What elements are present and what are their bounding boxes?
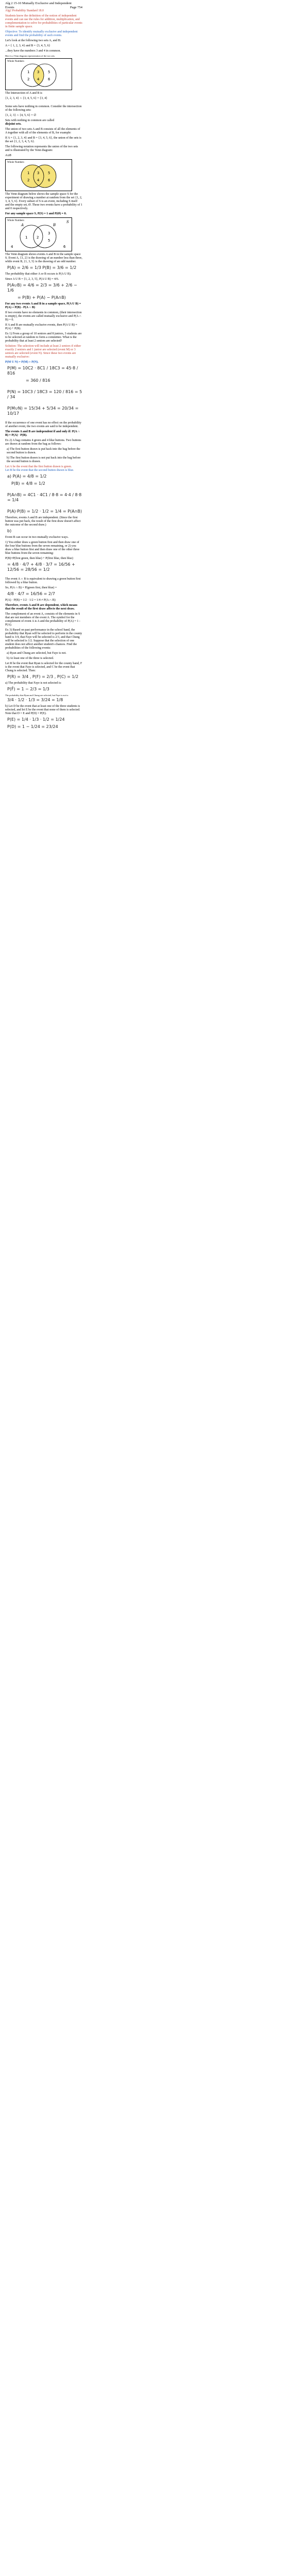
- venn2-a-val-1: 1: [27, 171, 30, 175]
- complement-pa: a) The probability that Faye is not selected is:: [5, 682, 62, 685]
- part-b-p5: So, P(A ∩ B) = P(green first, then blue) =: [5, 586, 57, 589]
- venn-mid-val-2: 4: [37, 77, 40, 81]
- venn3-out-val-2: 6: [63, 245, 66, 249]
- events-p3: Since A U B = {1, 2, 3, 5}, P(A U B) = 4/6.: [5, 278, 59, 281]
- complement-p1: The complement of an event A, consists of the elements in S that are not members of the event A. The symbol for the complement of event A is A and the probability of P(A) = 1 - P(A).: [5, 613, 80, 626]
- handwritten-ex3-3: 3/4 · 1/2 · 1/3 = 3/24 = 1/8: [7, 698, 63, 702]
- handwritten-part-a-2: P(B) = 4/8 = 1/2: [11, 481, 45, 486]
- handwritten-pm-2: = 360 / 816: [26, 378, 50, 383]
- title-row: [5, 2, 82, 6]
- handwritten-pm: P(M) = 10C2 · 8C1 / 18C3 = 45·8 / 816: [7, 366, 78, 376]
- complement-pb: b) Let D be the event that at least one of the three students is selected, and let E be the event that none of them is selected. Note that D = E and P(D) = P(E).: [5, 705, 80, 715]
- event-a-circle: [20, 225, 43, 248]
- worksheet-page: [5, 0, 82, 730]
- venn-mid-val-1: 3: [37, 70, 40, 74]
- disjoint-p3: Sets with nothing in common are called: [5, 119, 55, 122]
- title-cont: Events: [5, 5, 14, 9]
- part-b-p2: 1) You either draw a green button first and then draw one of the four blue buttons from the seven remaining, or 2) you draw a blue button first and then draw one of the other three blue buttons from the seven remaining:: [5, 541, 80, 555]
- title-row-2: [5, 6, 82, 10]
- handwritten-ex3-4: P(E) = 1/4 · 1/3 · 1/2 = 1/24: [7, 717, 65, 722]
- general-rule: For any two events A and B in a sample space, P(A U B) = P(A) + P(B) - P(A ∩ B): [5, 302, 81, 309]
- independent-p1: If the occurrence of one event has no effect on the probability of another event, the two events are said to be independent.: [5, 421, 81, 428]
- events-p2: The probability that either A or B occurs is P(A U B).: [5, 273, 72, 276]
- handwritten-union-rule: = P(B) + P(A) − P(A∩B): [18, 295, 66, 300]
- intersection-line2: {1, 2, 3, 4} ∩ {3, 4, 5, 6} = {3, 4}: [5, 97, 47, 100]
- venn2-svg: [6, 160, 72, 191]
- handwritten-pmun: P(M∪N) = 15/34 + 5/34 = 20/34 = 10/17: [7, 406, 79, 416]
- event-a-def: Let A be the event that the first button drawn is green.: [5, 465, 72, 468]
- standard-text: Students know the definition of the notion of independent events and can use the rules for addition, multiplication, and complementation to solve for probabilities of particular events in finite sample space.: [5, 14, 82, 28]
- handwritten-part-a-1: a) P(A) = 4/8 = 1/2: [7, 474, 47, 479]
- standard-heading: Alg2 Probability Standard 18.0: [5, 9, 44, 12]
- objective: Objective: To identify mutually exclusive and independent events and find the probability of such events.: [5, 30, 78, 37]
- venn3-a-label: A: [21, 223, 24, 227]
- mutually-exclusive-p1: If two events have no elements in common, (their intersection is empty), the events are called mutually exclusive and P(A ∩ B) = 0.: [5, 311, 82, 321]
- venn3-s-label: S: [66, 220, 69, 224]
- intro-line2: A = { 1, 2, 3, 4} and B = {3, 4, 5, 6}: [5, 44, 50, 47]
- venn-diagram-intersection: [5, 58, 72, 90]
- union-p3: The following notation represents the union of the two sets and is illustrated by the Venn diagram:: [5, 145, 78, 152]
- venn3-b-label: B: [53, 223, 56, 227]
- handwritten-part-a-4: P(A)·P(B) = 1/2 · 1/2 = 1/4 = P(A∩B): [7, 509, 82, 514]
- venn2-b-val-2: 6: [48, 178, 50, 182]
- venn-caption: Here is a Venn diagram representation of the two sets.: [5, 55, 56, 57]
- example2-p1: Ex 2) A bag contains 4 green and 4 blue buttons. Two buttons are drawn at random from the bag as follows:: [5, 439, 81, 446]
- example2-b: b) The first button drawn is not put back into the bag before the second button is drawn.: [7, 456, 81, 463]
- event-b-def: Let B be the event that the second button drawn is blue.: [5, 469, 74, 472]
- disjoint-p2: {1, 2, 3} ∩ {4, 5, 6} = ∅: [5, 114, 37, 117]
- handwritten-part-b-3: 4/8 · 4/7 = 16/56 = 2/7: [7, 591, 55, 596]
- part-b-p6: P(A) · P(B) = 1/2 · 1/2 = 1/4 ≠ P(A ∩ B): [5, 599, 56, 602]
- venn-diagram-union: [5, 159, 72, 191]
- part-a-conclusion: Therefore, events A and B are independent. (Since the first button was put back, the result of the first draw doesn't affect the outcome of the second draw.): [5, 516, 81, 527]
- intersection-line1: The Intersection of A and B is: [5, 92, 42, 95]
- venn3-a-val-1: 1: [25, 235, 28, 240]
- independent-rule: The events A and B are independent if and only if: P(A ∩ B) = P(A) · P(B).: [5, 430, 80, 437]
- example1-formula: P(M U N) = P(M) + P(N).: [5, 361, 39, 364]
- complement-caption: The probability that Ryan and Chung are selected, but Faye is not is:: [5, 694, 69, 697]
- disjoint-p1: Some sets have nothing in common. Consider the intersection of the following sets:: [5, 105, 82, 112]
- handwritten-ex3-1: P(R) = 3/4 , P(F) = 2/3 , P(C) = 1/2: [7, 674, 79, 679]
- events-p1: The Venn diagram shows events A and B in the sample space S. Event A, {1, 2} is the drawing of an number less than three, while event B, {1, 3, 5} is the drawing of an odd number.: [5, 253, 82, 263]
- part-b-conclusion: Therefore, events A and B are dependent, which means that the result of the first draw affects the next draw.: [5, 604, 78, 611]
- handwritten-part-b-2: = 4/8 · 4/7 + 4/8 · 3/7 = 16/56 + 12/56 = 28/56 = 1/2: [7, 562, 75, 572]
- sample-space-rule: For any sample space S, P(S) = 1 and P(Ø) = 0.: [5, 212, 67, 215]
- venn-a-val-2: 2: [27, 77, 30, 81]
- venn3-a-val-2: 2: [37, 235, 39, 240]
- venn2-label: Whole Numbers: [7, 161, 24, 164]
- venn3-svg: [6, 218, 72, 251]
- mutually-exclusive-p2: If A and B are mutually exclusive events, then P(A U B) = P(A) + P(B).: [5, 324, 77, 330]
- venn-a-val-1: 1: [27, 70, 30, 74]
- example2-a: a) The first button drawn is put back into the bag before the second button is drawn.: [7, 448, 80, 454]
- venn-diagram-sample-space: [5, 217, 72, 251]
- handwritten-part-a-3: P(A∩B) = 4C1 · 4C1 / 8·8 = 4·4 / 8·8 = 1/4: [7, 493, 82, 502]
- venn-b-val-2: 6: [48, 77, 50, 81]
- union-notation: A∪B: [5, 154, 11, 157]
- venn-label: Whole Numbers: [7, 60, 24, 63]
- intro-line1: Let's look at the following two sets A, and B:: [5, 39, 61, 42]
- example1-p1: Ex 1) From a group of 10 seniors and 8 juniors, 3 students are to be selected at random to form a committee. What is the probability that at least 2 seniors are selected?: [5, 332, 82, 343]
- venn2-mid-val-2: 4: [37, 178, 40, 182]
- venn2-b-val-1: 5: [48, 171, 50, 175]
- venn3-out-val-1: 4: [11, 245, 13, 249]
- example3-b: b) At least one of the three is selected.: [7, 657, 54, 660]
- union-p1: The union of two sets A and B consists of all the elements of A together with all of the elements of B, for example:: [5, 128, 80, 134]
- venn2-mid-val-1: 3: [37, 171, 40, 175]
- union-p2: If A = {1, 2, 3, 4} and B = {3, 4, 5, 6}, the union of the sets is the set {1, 2, 3, 4, 5, 6}.: [5, 137, 81, 143]
- handwritten-union: P(A∪B) = 4/6 = 2/3 = 3/6 + 2/6 − 1/6: [7, 283, 77, 293]
- part-b-p1: Event B can occur in two mutually exclusive ways.: [5, 536, 69, 539]
- example1-solution: Solution: The selection will include at least 2 seniors if either exactly 2 seniors and 1 junior are selected (event M) or 3 seniors are selected (event N). Since these two events are mutually exclusive:: [5, 345, 81, 359]
- complement-p2: Ex 3) Based on past performance in the school band, the probability that Ryan will be selected to perform in the county band is 3/4, that Faye will be selected is 2/3, and that Chung will be selected is 1/2. Suppose that the selection of one student does not affect another student's chances. Find the probabilities of the following events:: [5, 629, 82, 650]
- venn3-label: Whole Numbers: [7, 219, 24, 222]
- venn3-b-val-2: 5: [48, 239, 50, 243]
- title: Alg 2 15-10 Mutually Exclusive and Independent: [5, 2, 72, 5]
- sample-space-p1: The Venn diagram below shows the sample space S for the experiment of drawing a number at random from the set {1, 2, 3, 4, 5, 6}. Every subset of S is an event, including S itself and the empty set, Ø. These two events have a probability of 1 and 0 respectively.: [5, 193, 82, 210]
- part-b-p3: P(B)=P(first green, then blue) + P(first blue, then blue): [5, 557, 74, 560]
- venn-svg: [6, 59, 72, 90]
- handwritten-pn: P(N) = 10C3 / 18C3 = 120 / 816 = 5 / 34: [7, 389, 82, 399]
- complement-p3: Let R be the event that Ryan is selected for the county band, F is the event that Faye is selected, and C be the event that Chung is selected. Then:: [5, 662, 82, 672]
- handwritten-ex3-2: P(F̄) = 1 − 2/3 = 1/3: [7, 687, 49, 691]
- venn-b-val-1: 5: [48, 70, 50, 74]
- page-label: Page 754: [70, 5, 82, 9]
- handwritten-ex3-5: P(D) = 1 − 1/24 = 23/24: [7, 724, 58, 729]
- handwritten-part-b-label: b): [7, 529, 12, 533]
- disjoint-p4: disjoint sets.: [5, 123, 22, 126]
- part-b-p4: The event A ∩ B is equivalent to drawing a green button first followed by a blue button.: [5, 578, 81, 584]
- venn2-a-val-2: 2: [27, 178, 30, 182]
- handwritten-pa-pb: P(A) = 2/6 = 1/3 P(B) = 3/6 = 1/2: [7, 265, 77, 270]
- example3-a: a) Ryan and Chung are selected, but Faye is not.: [7, 652, 66, 655]
- venn3-b-val-1: 3: [48, 231, 50, 235]
- intro-line3: ...they have the numbers 3 and 4 in common.: [5, 49, 61, 53]
